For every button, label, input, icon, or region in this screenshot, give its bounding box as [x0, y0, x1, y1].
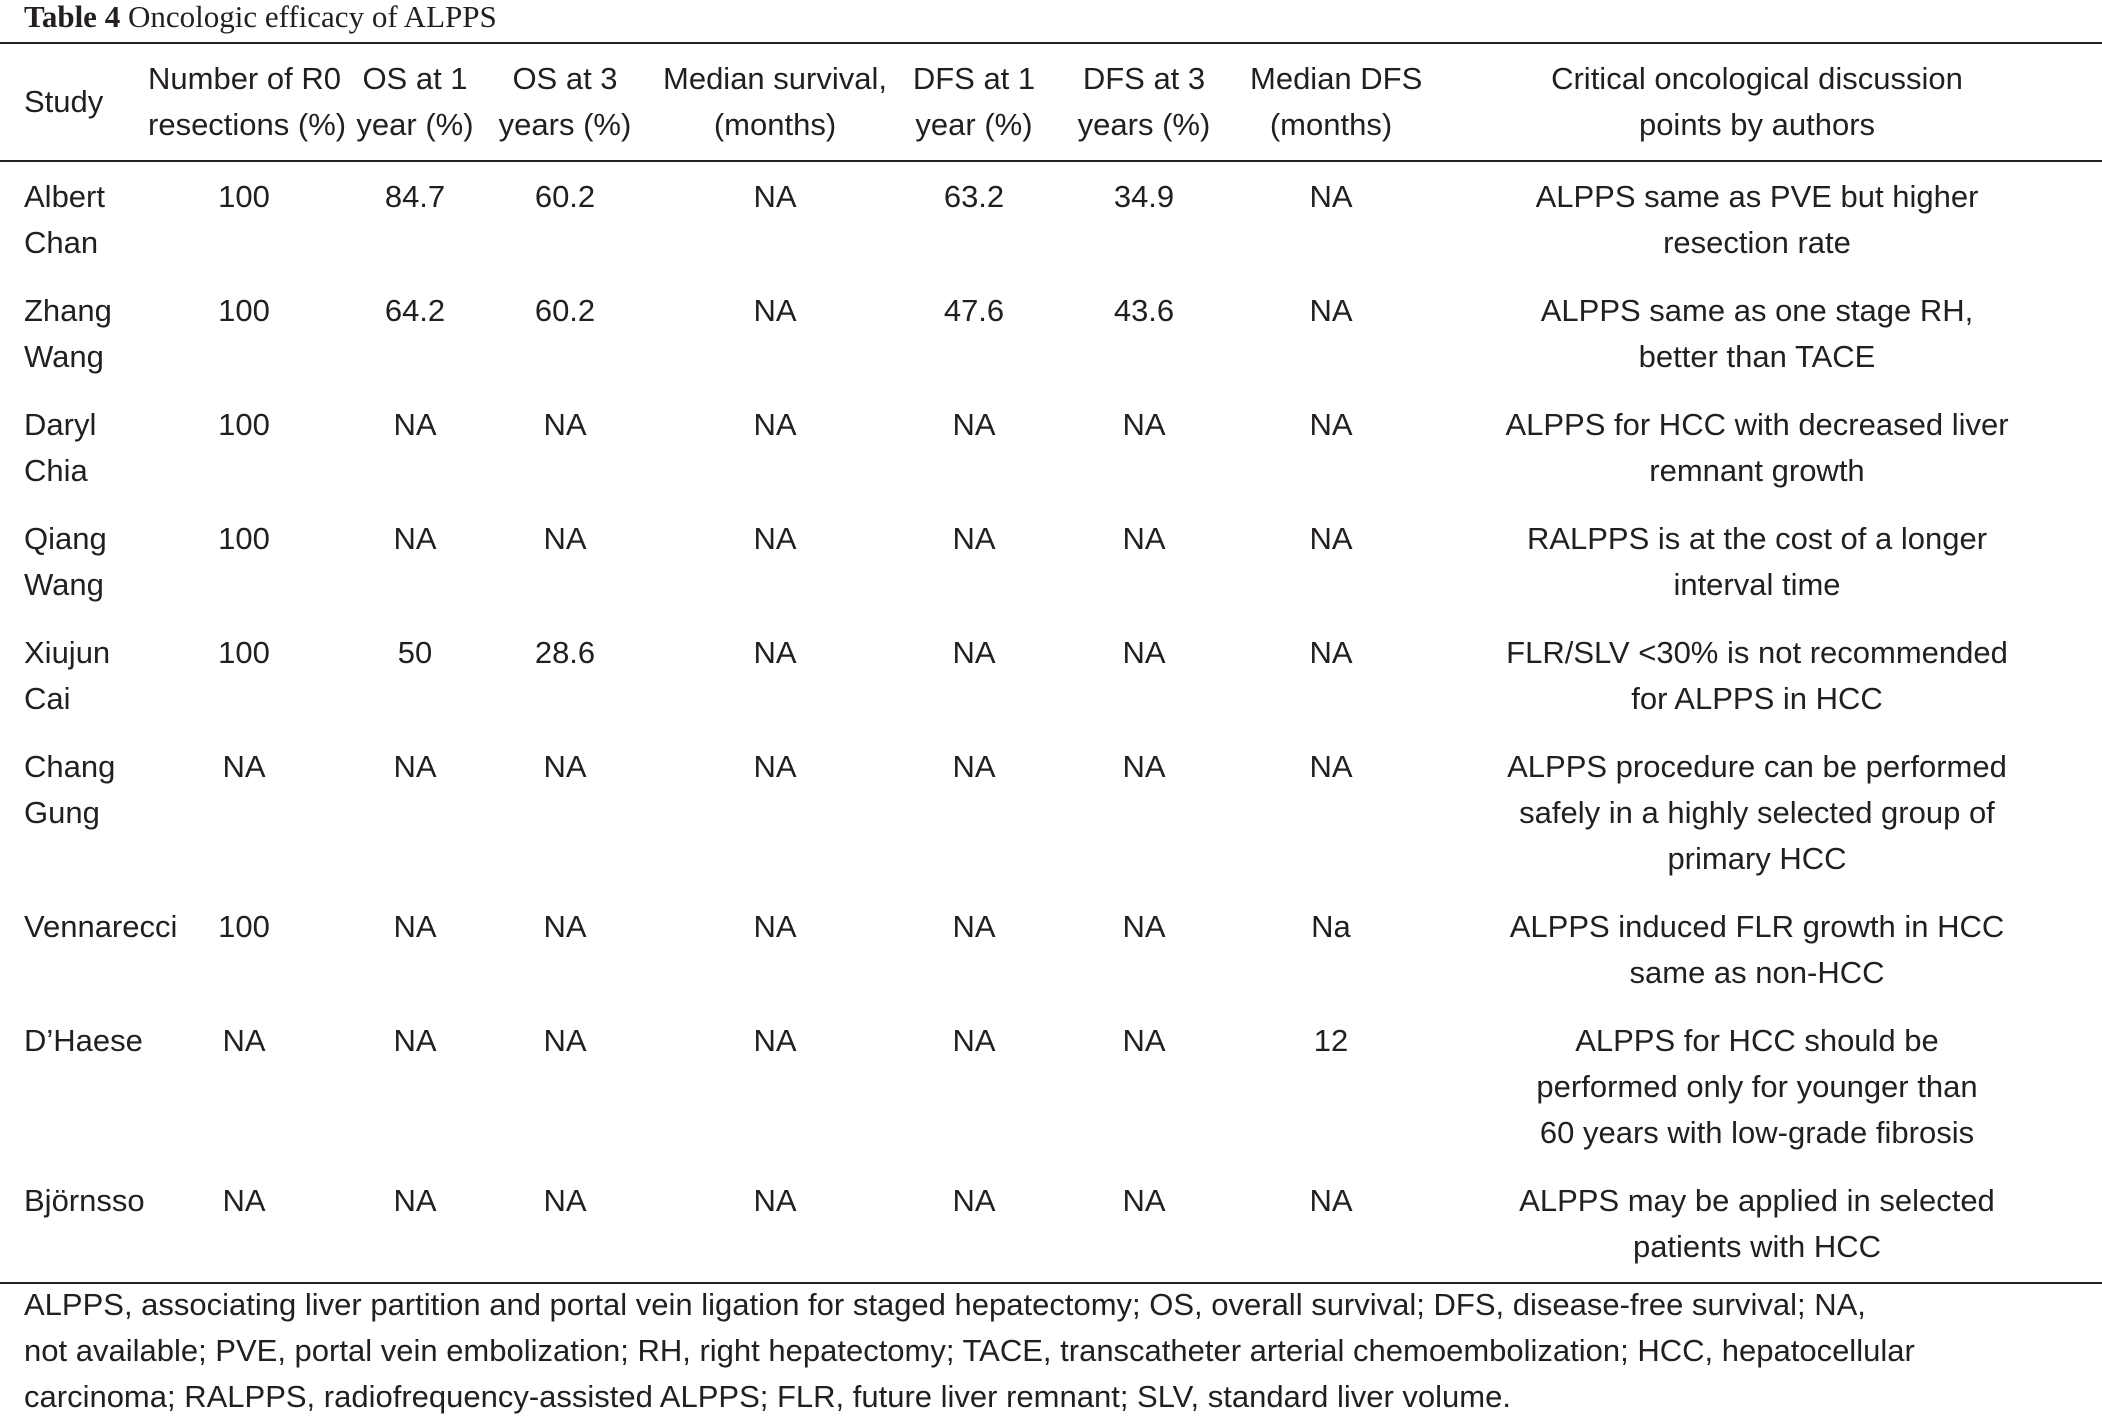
- cell-dfs1: NA: [952, 909, 996, 944]
- column-header-median-survival: [640, 43, 910, 161]
- cell-dfs3: NA: [1122, 635, 1166, 670]
- cell-dfs1: NA: [952, 1183, 996, 1218]
- cell-dfs1: NA: [952, 407, 996, 442]
- cell-r0: 100: [218, 635, 270, 670]
- column-header-text: year (%): [356, 107, 474, 142]
- table-row: [0, 996, 2102, 1156]
- cell-median-survival: NA: [753, 293, 797, 328]
- cell-text: safely in a highly selected group of: [1519, 795, 1995, 830]
- cell-median-dfs: NA: [1309, 635, 1353, 670]
- column-header-text: (months): [713, 107, 837, 142]
- cell-text: 60 years with low-grade fibrosis: [1539, 1115, 1975, 1150]
- cell-text: ALPPS same as PVE but higher: [1535, 179, 1979, 214]
- table-body: [0, 161, 2102, 1283]
- table-caption: [24, 0, 497, 36]
- cell-text: primary HCC: [1667, 841, 1847, 876]
- column-header-text: Median DFS: [1250, 61, 1423, 96]
- column-header-text: Critical oncological discussion: [1551, 61, 1963, 96]
- cell-critical: [1412, 494, 2102, 608]
- cell-critical: [1412, 608, 2102, 722]
- cell-os3: NA: [543, 1023, 587, 1058]
- cell-study: [0, 1156, 148, 1283]
- footnote-line: ALPPS, associating liver partition and portal vein ligation for staged hepatectomy; OS, overall survival; DFS, disease-free survival; NA,: [24, 1287, 1866, 1322]
- cell-os1: NA: [393, 1183, 437, 1218]
- cell-text: better than TACE: [1638, 339, 1876, 374]
- table-row: [0, 266, 2102, 380]
- cell-text: Qiang: [24, 521, 107, 556]
- cell-text: interval time: [1673, 567, 1841, 602]
- cell-median-dfs: Na: [1311, 909, 1351, 944]
- table-row: [0, 380, 2102, 494]
- cell-text: Björnsso: [24, 1183, 145, 1218]
- column-header-text: resections (%): [148, 107, 347, 142]
- cell-text: ALPPS for HCC should be: [1575, 1023, 1939, 1058]
- cell-text: patients with HCC: [1632, 1229, 1882, 1264]
- cell-critical: [1412, 722, 2102, 882]
- cell-text: Wang: [24, 339, 104, 374]
- cell-median-dfs: 12: [1313, 1023, 1349, 1058]
- cell-dfs3: NA: [1122, 1023, 1166, 1058]
- cell-r0: 100: [218, 179, 270, 214]
- cell-text: Gung: [24, 795, 100, 830]
- cell-text: same as non-HCC: [1629, 955, 1885, 990]
- cell-study: [0, 380, 148, 494]
- cell-text: D’Haese: [24, 1023, 143, 1058]
- cell-text: Xiujun Cai: [24, 635, 111, 716]
- cell-median-dfs: NA: [1309, 407, 1353, 442]
- cell-os3: 28.6: [534, 635, 596, 670]
- cell-text: Wang: [24, 567, 104, 602]
- cell-study: [0, 608, 148, 722]
- cell-critical: [1412, 996, 2102, 1156]
- cell-text: RALPPS is at the cost of a longer: [1526, 521, 1988, 556]
- column-header-text: Median survival,: [663, 61, 887, 96]
- cell-dfs1: 63.2: [943, 179, 1005, 214]
- cell-median-survival: NA: [753, 635, 797, 670]
- cell-text: performed only for younger than: [1536, 1069, 1978, 1104]
- column-header-text: year (%): [915, 107, 1033, 142]
- cell-os1: NA: [393, 909, 437, 944]
- cell-median-survival: NA: [753, 749, 797, 784]
- cell-text: for ALPPS in HCC: [1631, 681, 1883, 716]
- cell-critical: [1412, 1156, 2102, 1283]
- cell-study: [0, 722, 148, 882]
- cell-text: ALPPS may be applied in selected: [1519, 1183, 1995, 1218]
- table-row: [0, 161, 2102, 266]
- column-header-dfs3: [1038, 43, 1250, 161]
- column-header-text: (months): [1269, 107, 1393, 142]
- cell-dfs1: NA: [952, 1023, 996, 1058]
- column-header-text: OS at 1: [362, 61, 468, 96]
- cell-os1: NA: [393, 407, 437, 442]
- cell-text: Zhang: [24, 293, 112, 328]
- cell-median-dfs: NA: [1309, 749, 1353, 784]
- cell-dfs3: 43.6: [1113, 293, 1175, 328]
- cell-r0: NA: [222, 1023, 266, 1058]
- cell-os1: 84.7: [384, 179, 446, 214]
- column-header-os3: [490, 43, 640, 161]
- cell-text: Chang: [24, 749, 116, 784]
- cell-median-dfs: NA: [1309, 179, 1353, 214]
- cell-dfs1: 47.6: [943, 293, 1005, 328]
- column-header-text: points by authors: [1638, 107, 1876, 142]
- cell-os3: 60.2: [534, 293, 596, 328]
- cell-study: [0, 996, 148, 1156]
- cell-os3: NA: [543, 749, 587, 784]
- cell-r0: 100: [218, 909, 270, 944]
- oncologic-efficacy-table: [0, 42, 2102, 1284]
- table-row: [0, 608, 2102, 722]
- cell-dfs1: NA: [952, 521, 996, 556]
- column-header-text: DFS at 3: [1082, 61, 1206, 96]
- cell-dfs3: NA: [1122, 909, 1166, 944]
- table-row: [0, 1156, 2102, 1283]
- column-header-text: Number of R0: [148, 61, 341, 96]
- cell-r0: NA: [222, 749, 266, 784]
- table-row: [0, 494, 2102, 608]
- column-header-r0: [148, 43, 347, 161]
- cell-os1: NA: [393, 521, 437, 556]
- cell-os3: NA: [543, 1183, 587, 1218]
- cell-os1: 50: [397, 635, 433, 670]
- cell-os3: 60.2: [534, 179, 596, 214]
- cell-dfs1: NA: [952, 635, 996, 670]
- column-header-dfs1: [910, 43, 1038, 161]
- footnote-line: carcinoma; RALPPS, radiofrequency-assisted ALPPS; FLR, future liver remnant; SLV, standard liver volume.: [24, 1379, 1511, 1414]
- column-header-text: years (%): [1077, 107, 1211, 142]
- cell-dfs3: 34.9: [1113, 179, 1175, 214]
- column-header-text: DFS at 1: [912, 61, 1036, 96]
- table-caption-label: Table 4: [24, 0, 121, 34]
- cell-r0: 100: [218, 407, 270, 442]
- cell-median-survival: NA: [753, 1023, 797, 1058]
- cell-study: [0, 494, 148, 608]
- cell-critical: [1412, 380, 2102, 494]
- cell-dfs1: NA: [952, 749, 996, 784]
- cell-critical: [1412, 882, 2102, 996]
- column-header-median-dfs: [1250, 43, 1423, 161]
- cell-os3: NA: [543, 407, 587, 442]
- cell-study: [0, 882, 178, 996]
- column-header-study: [0, 43, 148, 161]
- cell-os1: 64.2: [384, 293, 446, 328]
- cell-median-survival: NA: [753, 521, 797, 556]
- cell-critical: [1412, 266, 2102, 380]
- cell-text: resection rate: [1663, 225, 1851, 260]
- table-header-row: [0, 43, 2102, 161]
- cell-text: Vennarecci: [24, 909, 178, 944]
- cell-os3: NA: [543, 521, 587, 556]
- cell-text: ALPPS same as one stage RH,: [1540, 293, 1974, 328]
- cell-median-survival: NA: [753, 179, 797, 214]
- cell-text: ALPPS induced FLR growth in HCC: [1509, 909, 2005, 944]
- cell-os1: NA: [393, 749, 437, 784]
- cell-text: ALPPS procedure can be performed: [1507, 749, 2007, 784]
- cell-r0: 100: [218, 293, 270, 328]
- cell-dfs3: NA: [1122, 749, 1166, 784]
- cell-text: Chan: [24, 225, 99, 260]
- column-header-text: Study: [24, 84, 104, 119]
- cell-os1: NA: [393, 1023, 437, 1058]
- footnote-line: not available; PVE, portal vein embolization; RH, right hepatectomy; TACE, transcatheter arterial chemoembolization; HCC, hepatocellular: [24, 1333, 1915, 1368]
- cell-study: [0, 161, 148, 266]
- column-header-text: OS at 3: [512, 61, 618, 96]
- cell-median-dfs: NA: [1309, 293, 1353, 328]
- cell-text: Albert: [24, 179, 105, 214]
- column-header-critical: [1412, 43, 2102, 161]
- cell-dfs3: NA: [1122, 521, 1166, 556]
- table-caption-title: Oncologic efficacy of ALPPS: [127, 0, 497, 34]
- cell-r0: 100: [218, 521, 270, 556]
- cell-median-survival: NA: [753, 407, 797, 442]
- column-header-os1: [340, 43, 490, 161]
- cell-os3: NA: [543, 909, 587, 944]
- table-footnote: [24, 1282, 2084, 1420]
- cell-dfs3: NA: [1122, 407, 1166, 442]
- cell-text: ALPPS for HCC with decreased liver: [1505, 407, 2009, 442]
- cell-median-dfs: NA: [1309, 1183, 1353, 1218]
- table-row: [0, 722, 2102, 882]
- cell-critical: [1412, 161, 2102, 266]
- table-header: [0, 43, 2102, 161]
- cell-study: [0, 266, 148, 380]
- cell-text: Daryl Chia: [24, 407, 97, 488]
- cell-dfs3: NA: [1122, 1183, 1166, 1218]
- cell-median-survival: NA: [753, 909, 797, 944]
- table-row: [0, 882, 2102, 996]
- cell-median-dfs: NA: [1309, 521, 1353, 556]
- column-header-text: years (%): [498, 107, 632, 142]
- cell-text: FLR/SLV <30% is not recommended: [1506, 635, 2008, 670]
- cell-median-survival: NA: [753, 1183, 797, 1218]
- cell-text: remnant growth: [1649, 453, 1865, 488]
- cell-r0: NA: [222, 1183, 266, 1218]
